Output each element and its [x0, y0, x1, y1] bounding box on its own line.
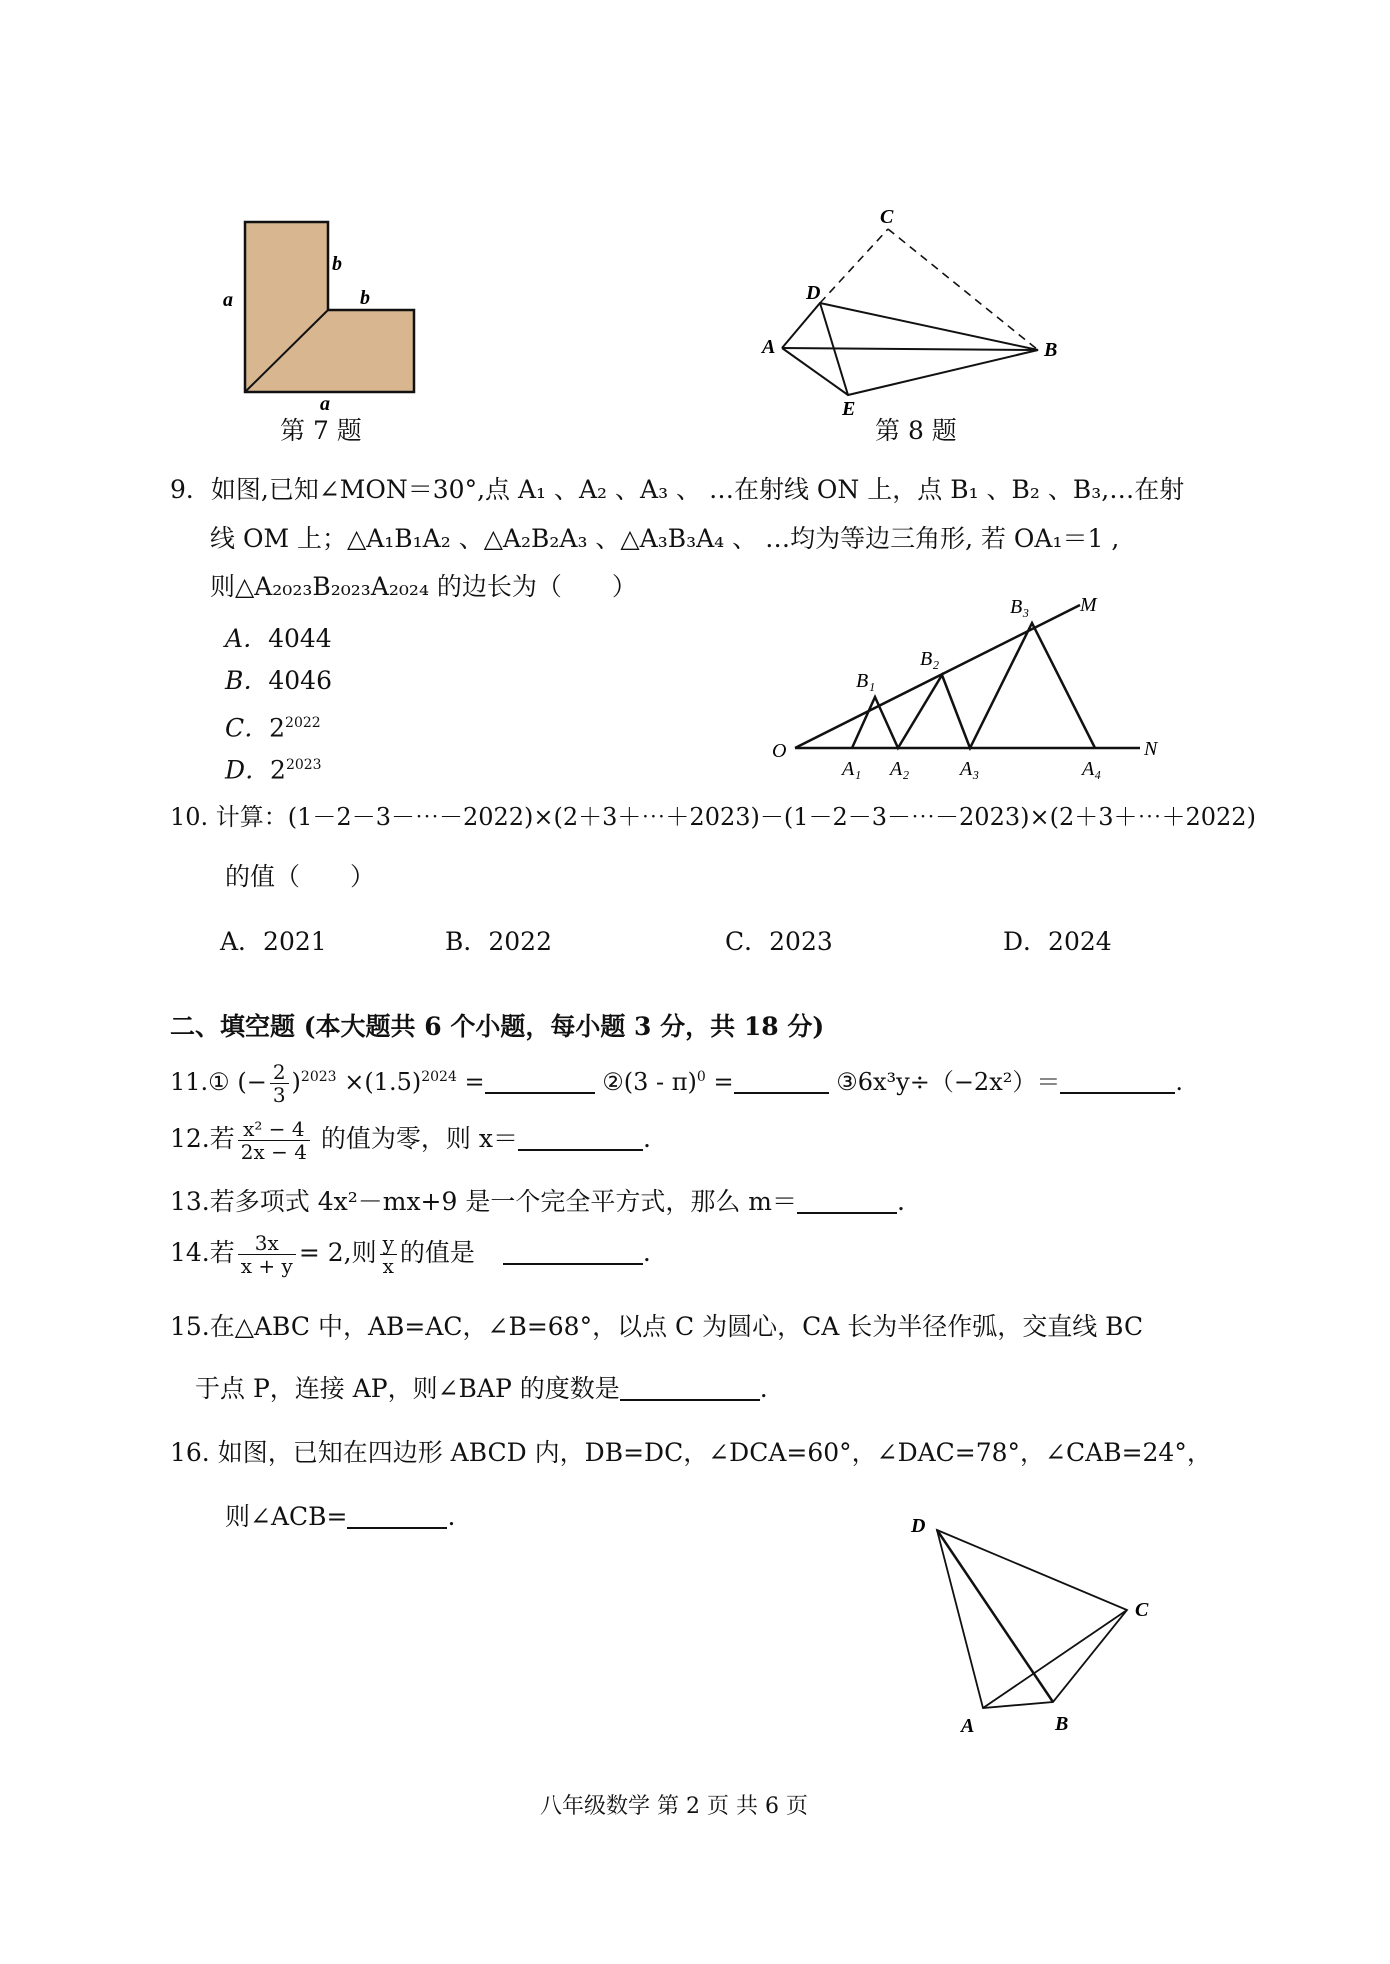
q10-option-d: D．2024	[1003, 927, 1112, 956]
section-2-title: 二、填空题 (本大题共 6 个小题，每小题 3 分，共 18 分)	[170, 1012, 825, 1041]
q15-line1: 15.在△ABC 中，AB=AC，∠B=68°，以点 C 为圆心，CA 长为半径作弧，交直线 BC	[170, 1312, 1144, 1341]
label-B2: B₂	[920, 648, 940, 670]
fig8-caption: 第 8 题	[875, 416, 957, 445]
q15-line2: 于点 P，连接 AP，则∠BAP 的度数是 .	[195, 1374, 768, 1403]
label-O: O	[772, 740, 787, 762]
q9-line2: 线 OM 上；△A₁B₁A₂ 、△A₂B₂A₃ 、△A₃B₃A₄ 、 …均为等边三角形, 若 OA₁＝1 ,	[210, 524, 1120, 553]
label-A2: A₂	[890, 758, 910, 780]
figure-9	[770, 585, 1180, 780]
label-a-left: a	[223, 289, 233, 311]
label-B3: B₃	[1010, 596, 1030, 618]
q9-line3: 则△A₂₀₂₃B₂₀₂₃A₂₀₂₄ 的边长为（ ）	[210, 572, 637, 601]
q11-blank-2[interactable]	[734, 1066, 829, 1094]
label-A1: A₁	[842, 758, 862, 780]
label-D: D	[911, 1515, 926, 1537]
q9-option-b: B．4046	[225, 666, 332, 695]
q12-blank[interactable]	[518, 1123, 643, 1151]
label-A3: A₃	[960, 758, 980, 780]
figure-16	[895, 1508, 1175, 1738]
label-M: M	[1080, 594, 1097, 616]
label-A4: A₄	[1082, 758, 1102, 780]
label-b-upper: b	[332, 253, 342, 275]
label-D: D	[806, 282, 821, 304]
q9-option-a: A．4044	[225, 624, 332, 653]
label-a-bottom: a	[320, 393, 330, 412]
q16-line2: 则∠ACB= .	[225, 1502, 456, 1531]
q14: 14.若 $\frac{3x}{x + y}$ = 2,则 $\frac{y}{x}$ 的值是 .	[170, 1231, 651, 1278]
page-footer: 八年级数学 第 2 页 共 6 页	[540, 1794, 808, 1819]
label-C: C	[880, 206, 894, 228]
q16-blank[interactable]	[347, 1501, 447, 1529]
label-A: A	[762, 336, 776, 358]
label-B1: B₁	[856, 670, 876, 692]
q15-blank[interactable]	[620, 1373, 760, 1401]
q9-option-d: D．$2^{2023}$	[225, 755, 322, 785]
q14-blank[interactable]	[503, 1237, 643, 1265]
q10-option-c: C．2023	[725, 927, 833, 956]
q9-option-c: C．$2^{2022}$	[225, 713, 321, 743]
q11-blank-3[interactable]	[1060, 1066, 1175, 1094]
q13: 13.若多项式 4x²－mx+9 是一个完全平方式，那么 m＝ .	[170, 1187, 905, 1216]
q10-line1: 10. 计算：(1－2－3－⋯－2022)×(2＋3＋⋯＋2023)－(1－2－3－⋯－2023)×(2＋3＋⋯＋2022)	[170, 803, 1256, 831]
label-B: B	[1055, 1713, 1069, 1735]
q11-blank-1[interactable]	[485, 1066, 595, 1094]
label-N: N	[1144, 738, 1158, 760]
label-E: E	[842, 398, 856, 420]
label-A: A	[961, 1715, 975, 1737]
label-B: B	[1044, 339, 1058, 361]
label-C: C	[1135, 1599, 1149, 1621]
q9-line1: 9．如图,已知∠MON＝30°,点 A₁ 、A₂ 、A₃ 、 …在射线 ON 上，点 B₁ 、B₂ 、B₃,…在射	[170, 475, 1185, 504]
label-b-right: b	[360, 287, 370, 309]
q10-line2: 的值（ ）	[225, 862, 376, 891]
q10-option-b: B．2022	[445, 927, 552, 956]
figure-8	[750, 205, 1080, 420]
q13-blank[interactable]	[797, 1186, 897, 1214]
fig7-caption: 第 7 题	[280, 416, 362, 445]
q10-option-a: A．2021	[220, 927, 327, 956]
q12: 12.若 $\frac{\text{x² − 4}}{2x - 4}$ 的值为零，则 x＝ .	[170, 1117, 651, 1164]
figure-7	[220, 212, 430, 412]
q16-line1: 16. 如图，已知在四边形 ABCD 内，DB=DC，∠DCA=60°，∠DAC=78°，∠CAB=24°，	[170, 1438, 1212, 1467]
q11: 11.① (− $\frac{2}{3}$ )$^{2023} \times(1.5)^{2024}$ = ②(3 - π)$^0$ = ③6x³y÷（−2x²）＝ .	[170, 1060, 1184, 1107]
